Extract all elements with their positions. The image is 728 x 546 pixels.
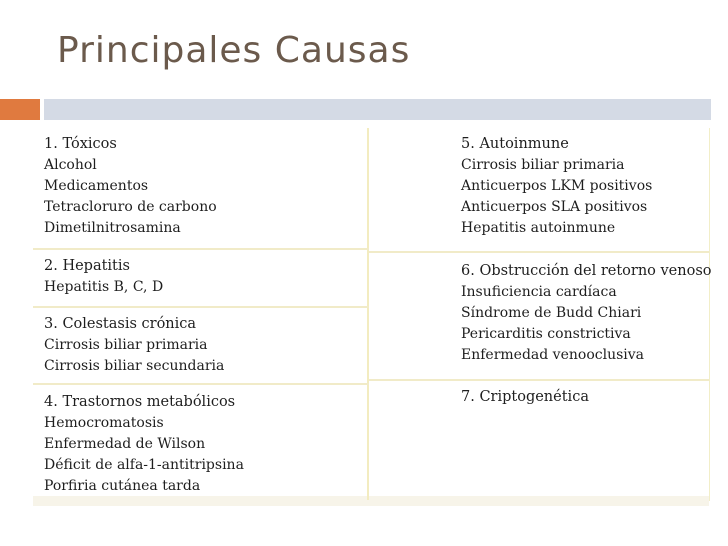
cause-item: Dimetilnitrosamina: [44, 220, 181, 236]
cause-group-hepatitis: [44, 256, 163, 298]
cause-group-criptogenetica: [461, 387, 589, 408]
cause-item: Síndrome de Budd Chiari: [461, 305, 642, 321]
cause-heading: 3. Colestasis crónica: [44, 316, 197, 332]
accent-bar-blue: [44, 99, 711, 120]
cause-item: Déficit de alfa-1-antitripsina: [44, 457, 244, 473]
cause-item: Cirrosis biliar primaria: [44, 337, 208, 353]
row-divider: [369, 251, 709, 253]
column-divider: [367, 128, 369, 500]
cause-heading: 4. Trastornos metabólicos: [44, 394, 236, 410]
row-divider: [369, 379, 709, 381]
cause-heading: 2. Hepatitis: [44, 258, 130, 274]
cause-heading: 6. Obstrucción del retorno venoso: [461, 263, 712, 279]
cause-item: Porfiria cutánea tarda: [44, 478, 201, 494]
cause-item: Enfermedad de Wilson: [44, 436, 206, 452]
cause-item: Alcohol: [44, 157, 97, 173]
cause-item: Anticuerpos LKM positivos: [461, 178, 653, 194]
cause-group-colestasis: [44, 314, 224, 377]
cause-item: Hemocromatosis: [44, 415, 164, 431]
cause-item: Hepatitis autoinmune: [461, 220, 616, 236]
slide-title: Principales Causas: [57, 30, 411, 71]
cause-item: Insuficiencia cardíaca: [461, 284, 617, 300]
cause-group-metabolicos: [44, 392, 244, 497]
cause-item: Enfermedad venooclusiva: [461, 347, 644, 363]
cause-heading: 7. Criptogenética: [461, 389, 589, 405]
table-bottom-edge: [33, 496, 709, 506]
cause-heading: 5. Autoinmune: [461, 136, 569, 152]
cause-item: Tetracloruro de carbono: [44, 199, 217, 215]
cause-item: Cirrosis biliar primaria: [461, 157, 625, 173]
cause-item: Anticuerpos SLA positivos: [461, 199, 648, 215]
cause-group-toxicos: [44, 134, 217, 239]
cause-item: Hepatitis B, C, D: [44, 279, 164, 295]
accent-bar-orange: [0, 99, 40, 120]
cause-item: Pericarditis constrictiva: [461, 326, 631, 342]
cause-group-obstruccion: [461, 261, 712, 366]
cause-group-autoinmune: [461, 134, 652, 239]
cause-heading: 1. Tóxicos: [44, 136, 117, 152]
cause-item: Medicamentos: [44, 178, 149, 194]
row-divider: [33, 383, 369, 385]
row-divider: [33, 306, 369, 308]
row-divider: [33, 248, 369, 250]
cause-item: Cirrosis biliar secundaria: [44, 358, 225, 374]
